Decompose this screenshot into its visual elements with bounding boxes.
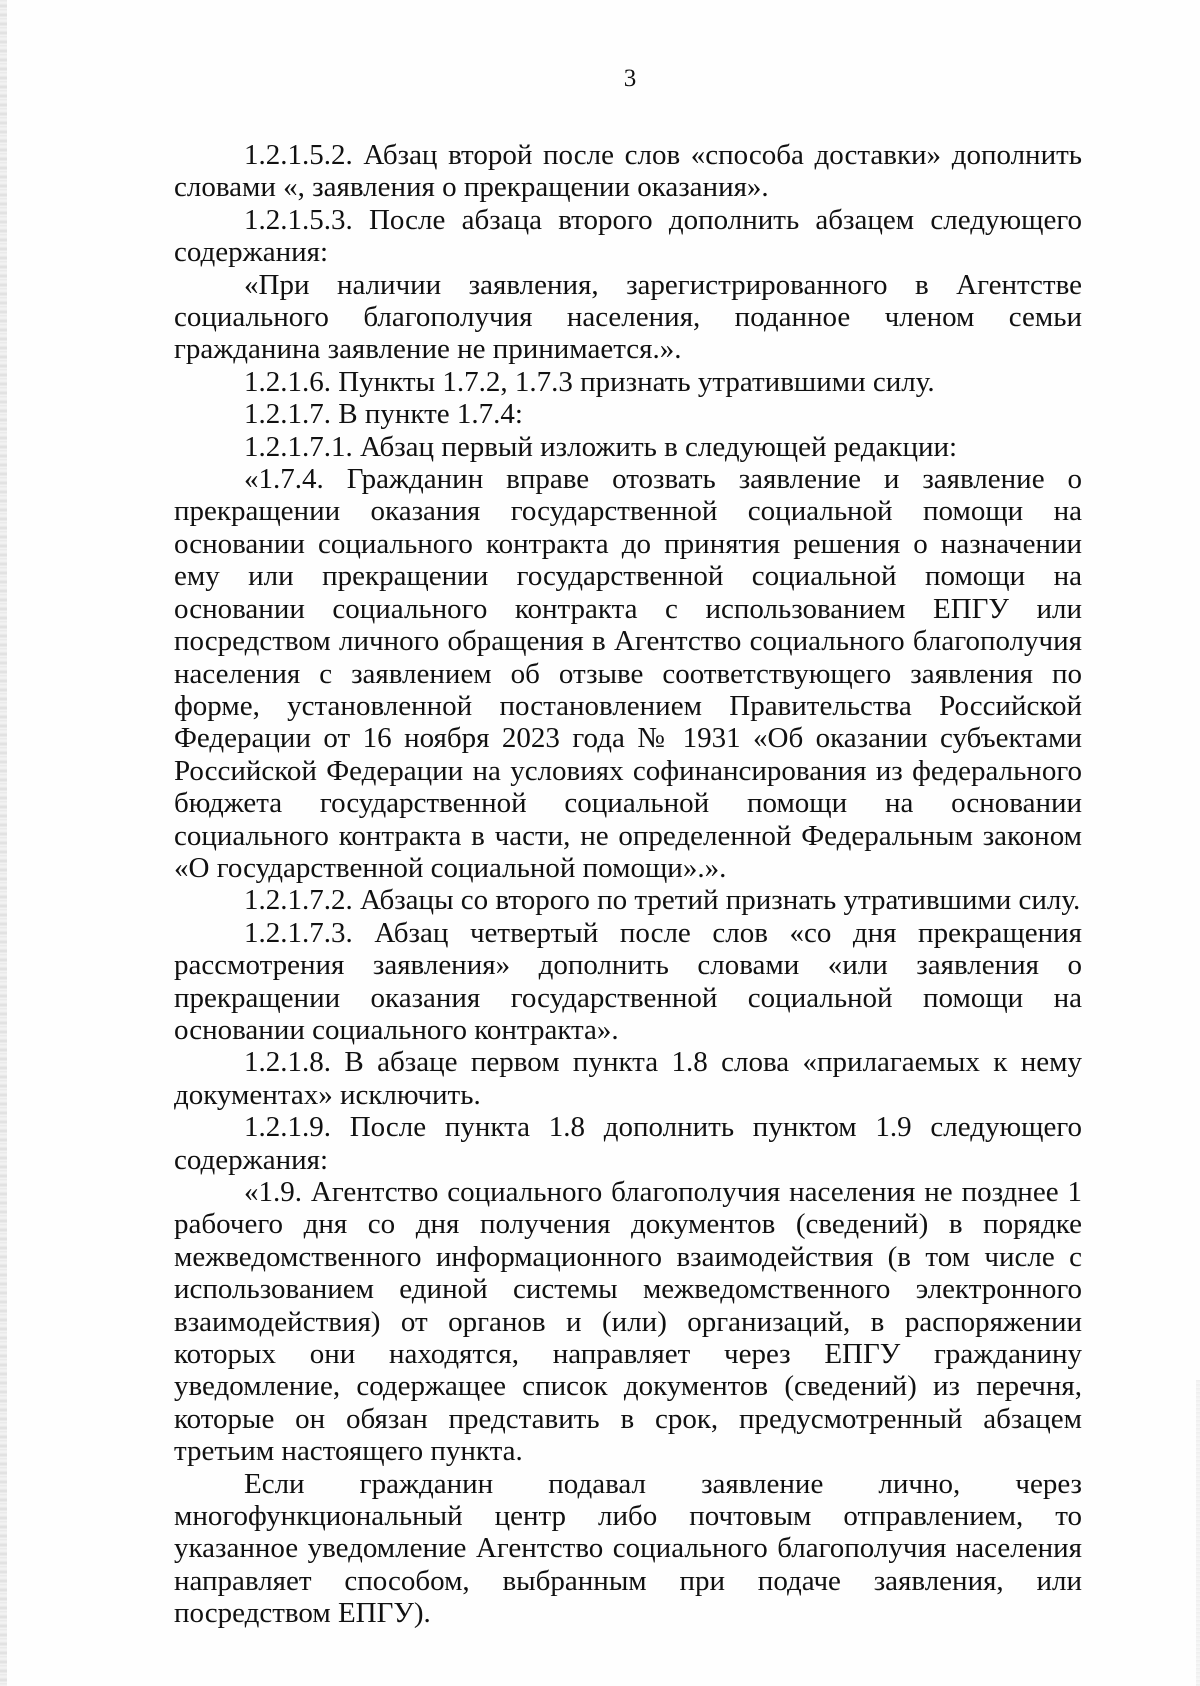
- paragraph-1-2-1-8: 1.2.1.8. В абзаце первом пункта 1.8 слова «прилагаемых к нему документах» исключить.: [174, 1046, 1082, 1111]
- paragraph-1-2-1-7: 1.2.1.7. В пункте 1.7.4:: [244, 398, 523, 431]
- page-number: 3: [623, 65, 637, 92]
- paragraph-quoted-application: «При наличии заявления, зарегистрированного в Агентстве социального благополучия населения, поданное членом семьи гражданина заявление не принимается.».: [174, 268, 1082, 366]
- paragraph-if-citizen: Если гражданин подавал заявление лично, через многофункциональный центр либо почтовым отправлением, то указанное уведомление Агентство социального благополучия населения направляет способом, выбранным при подаче заявления, или посредством ЕПГУ).: [174, 1467, 1082, 1630]
- paragraph-quoted-1-9: «1.9. Агентство социального благополучия населения не позднее 1 рабочего дня со дня получения документов (сведений) в порядке межведомственного информационного взаимодействия (в том числе с использованием единой системы межведомственного электронного взаимодействия) от органов и (или) организаций, в распоряжении которых они находятся, направляет через ЕПГУ гражданину уведомление, содержащее список документов (сведений) из перечня, которые он обязан представить в срок, предусмотренный абзацем третьим настоящего пункта.: [174, 1176, 1082, 1468]
- document-body: [174, 139, 1082, 1630]
- paragraph-1-2-1-5-3: 1.2.1.5.3. После абзаца второго дополнить абзацем следующего содержания:: [174, 203, 1082, 269]
- scan-edge-left: [0, 0, 7, 1686]
- paragraph-quoted-1-7-4: «1.7.4. Гражданин вправе отозвать заявление и заявление о прекращении оказания государственной социальной помощи на основании социального контракта до принятия решения о назначении ему или прекращении государственной социальной помощи на основании социального контракта с использованием ЕПГУ или посредством личного обращения в Агентство социального благополучия населения с заявлением об отзыве соответствующего заявления по форме, установленной постановлением Правительства Российской Федерации от 16 ноября 2023 года № 1931 «Об оказании субъектами Российской Федерации на условиях софинансирования из федерального бюджета государственной социальной помощи на основании социального контракта в части, не определенной Федеральным законом «О государственной социальной помощи».».: [174, 463, 1082, 884]
- paragraph-1-2-1-6: 1.2.1.6. Пункты 1.7.2, 1.7.3 признать утратившими силу.: [244, 365, 935, 398]
- paragraph-1-2-1-9: 1.2.1.9. После пункта 1.8 дополнить пунктом 1.9 следующего содержания:: [174, 1111, 1082, 1176]
- paragraph-1-2-1-5-2: 1.2.1.5.2. Абзац второй после слов «способа доставки» дополнить словами «, заявления о прекращении оказания».: [174, 139, 1082, 204]
- paragraph-1-2-1-7-2: 1.2.1.7.2. Абзацы со второго по третий признать утратившими силу.: [244, 884, 1081, 917]
- scan-edge-right: [1196, 1380, 1200, 1686]
- paragraph-1-2-1-7-3: 1.2.1.7.3. Абзац четвертый после слов «со дня прекращения рассмотрения заявления» дополнить словами «или заявления о прекращении оказания государственной социальной помощи на основании социального контракта».: [174, 916, 1082, 1046]
- paragraph-1-2-1-7-1: 1.2.1.7.1. Абзац первый изложить в следующей редакции:: [244, 430, 958, 463]
